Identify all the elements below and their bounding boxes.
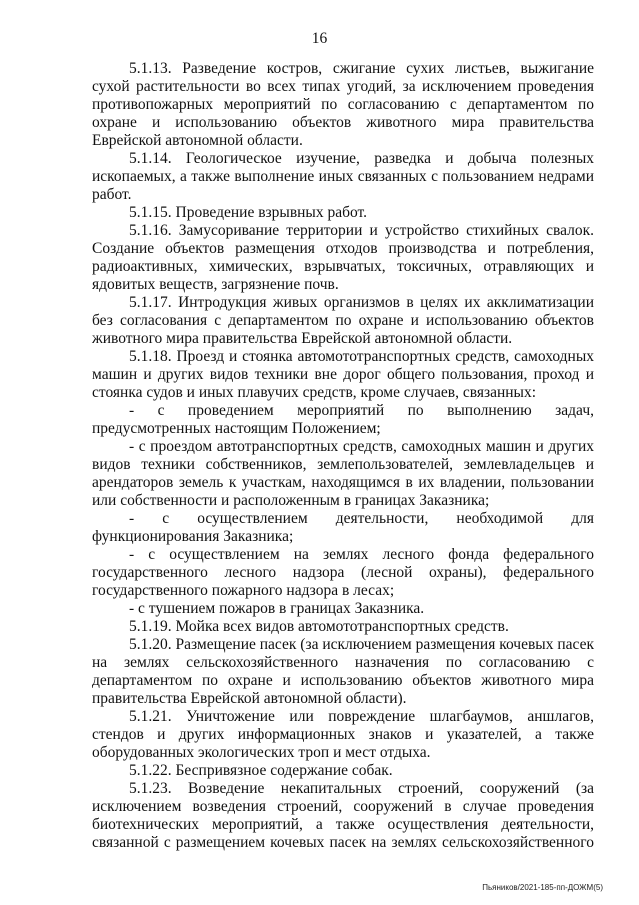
paragraph-5-1-13: 5.1.13. Разведение костров, сжигание сухих листьев, выжигание сухой растительности во всех типах угодий, за исключением проведения противопожарных мероприятий по согласованию с департаментом по охране и использованию объектов животного мира правительства Еврейской автономной области.	[92, 60, 594, 149]
list-item: - с проездом автотранспортных средств, самоходных машин и других видов техники собственников, землепользователей, землевладельцев и арендаторов земель к участкам, находящимся в их владении, пользовании или собственности и расположенным в границах Заказника;	[92, 438, 594, 509]
list-item: - с тушением пожаров в границах Заказника.	[129, 600, 425, 617]
document-body	[92, 60, 594, 852]
paragraph-5-1-18: 5.1.18. Проезд и стоянка автомототранспортных средств, самоходных машин и других видов техники вне дорог общего пользования, проход и стоянка судов и иных плавучих средств, кроме случаев, связанных:	[92, 348, 594, 401]
paragraph-5-1-19: 5.1.19. Мойка всех видов автомототранспортных средств.	[129, 618, 509, 635]
paragraph-5-1-17: 5.1.17. Интродукция живых организмов в целях их акклиматизации без согласования с департаментом по охране и использованию объектов животного мира правительства Еврейской автономной области.	[92, 294, 594, 347]
list-item: - с осуществлением на землях лесного фонда федерального государственного лесного надзора (лесной охраны), федерального государственного пожарного надзора в лесах;	[92, 546, 594, 599]
document-code: Пьяников/2021-185-пп-ДОЖМ(5)	[482, 883, 603, 892]
paragraph-5-1-16: 5.1.16. Замусоривание территории и устройство стихийных свалок. Создание объектов размещения отходов производства и потребления, радиоактивных, химических, взрывчатых, токсичных, отравляющих и ядовитых веществ, загрязнение почв.	[92, 222, 594, 293]
paragraph-5-1-14: 5.1.14. Геологическое изучение, разведка и добыча полезных ископаемых, а также выполнение иных связанных с пользованием недрами работ.	[92, 150, 594, 203]
paragraph-5-1-20: 5.1.20. Размещение пасек (за исключением размещения кочевых пасек на землях сельскохозяйственного назначения по согласованию с департаментом по охране и использованию объектов животного мира правительства Еврейской автономной области).	[92, 636, 594, 707]
list-item: - с осуществлением деятельности, необходимой для функционирования Заказника;	[92, 510, 594, 545]
paragraph-5-1-21: 5.1.21. Уничтожение или повреждение шлагбаумов, аншлагов, стендов и других информационных знаков и указателей, а также оборудованных экологических троп и мест отдыха.	[92, 708, 594, 761]
paragraph-5-1-23: 5.1.23. Возведение некапитальных строений, сооружений (за исключением возведения строений, сооружений в случае проведения биотехнических мероприятий, а также осуществления деятельности, связанной с размещением кочевых пасек на землях сельскохозяйственного	[92, 780, 594, 851]
page-number: 16	[311, 30, 328, 47]
paragraph-5-1-15: 5.1.15. Проведение взрывных работ.	[129, 204, 368, 221]
paragraph-5-1-22: 5.1.22. Беспривязное содержание собак.	[129, 762, 393, 779]
list-item: - с проведением мероприятий по выполнению задач, предусмотренных настоящим Положением;	[92, 402, 594, 437]
